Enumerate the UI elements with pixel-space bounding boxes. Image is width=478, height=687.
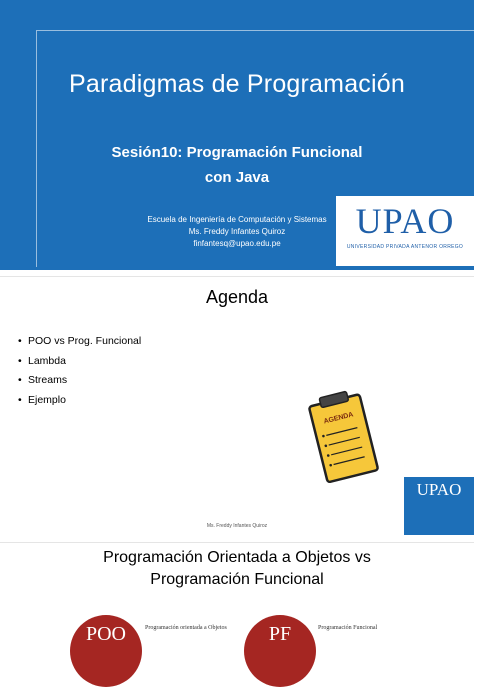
comparison-slide [0, 542, 474, 645]
agenda-item: • POO vs Prog. Funcional [18, 335, 142, 347]
title-line-1: Programación Orientada a Objetos vs [103, 549, 371, 566]
poo-caption: Programación orientada a Objetos [145, 625, 227, 631]
poo-badge-label: POO [85, 623, 126, 645]
pf-caption: Programación Funcional [318, 625, 378, 631]
agenda-item: • Streams [18, 374, 68, 386]
clipboard-icon [300, 385, 390, 495]
clipboard-label: AGENDA [323, 411, 355, 426]
logo-tagline: UNIVERSIDAD PRIVADA ANTENOR ORREGO [346, 244, 464, 250]
logo-wordmark: UPAO [416, 480, 462, 499]
agenda-item: • Ejemplo [18, 393, 66, 406]
presentation-title: Paradigmas de Programación [69, 70, 405, 98]
agenda-title: Agenda [205, 287, 269, 307]
upao-logo [336, 196, 474, 266]
agenda-item: • Lambda [18, 354, 66, 367]
session-subtitle [60, 140, 414, 190]
title-line-2: Programación Funcional [150, 571, 324, 588]
subtitle-line-2: con Java [204, 169, 270, 186]
author-email: finfantesq@upao.edu.pe [193, 239, 281, 248]
subtitle-line-1: Sesión10: Programación Funcional [111, 144, 363, 161]
author-name: Ms. Freddy Infantes Quiroz [188, 227, 286, 236]
comparison-title [0, 547, 474, 591]
upao-logo-badge [404, 477, 474, 535]
title-slide [0, 0, 474, 270]
poo-badge [70, 615, 142, 687]
agenda-slide [0, 276, 474, 537]
school-name: Escuela de Ingeniería de Computación y Sistemas [147, 215, 327, 224]
agenda-list [18, 332, 141, 410]
logo-wordmark: UPAO [355, 201, 455, 241]
pf-badge [244, 615, 316, 687]
slide-footer: Ms. Freddy Infantes Quiroz [206, 523, 268, 529]
pf-badge-label: PF [268, 623, 292, 645]
presenter-info [120, 214, 354, 250]
